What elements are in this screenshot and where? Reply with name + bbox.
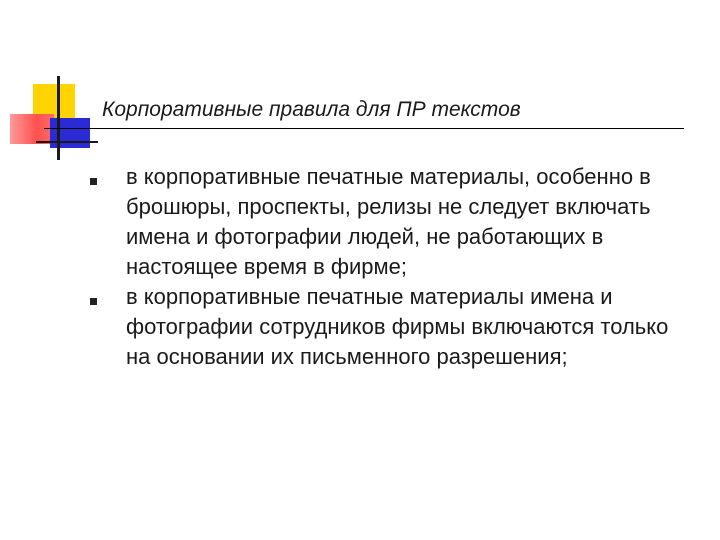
slide-title: Корпоративные правила для ПР текстов <box>102 98 521 121</box>
bullet-item <box>86 162 696 282</box>
logo-horizontal-line <box>36 141 98 143</box>
bullet-item <box>86 282 696 372</box>
bullet-text: в корпоративные печатные материалы, особенно в брошюры, проспекты, релизы не следует включать имена и фотографии людей, не работающих в настоящее время в фирме; <box>126 164 651 279</box>
title-underline <box>44 128 684 129</box>
bullet-list <box>86 162 696 372</box>
logo-red-bar <box>10 114 54 144</box>
bullet-text: в корпоративные печатные материалы имена и фотографии сотрудников фирмы включаются только на основании их письменного разрешения; <box>126 284 669 369</box>
square-bullet-icon <box>90 178 97 185</box>
logo-blue-square <box>50 118 90 148</box>
slide-logo-decoration <box>0 0 110 170</box>
logo-vertical-line <box>57 76 60 160</box>
square-bullet-icon <box>90 298 97 305</box>
